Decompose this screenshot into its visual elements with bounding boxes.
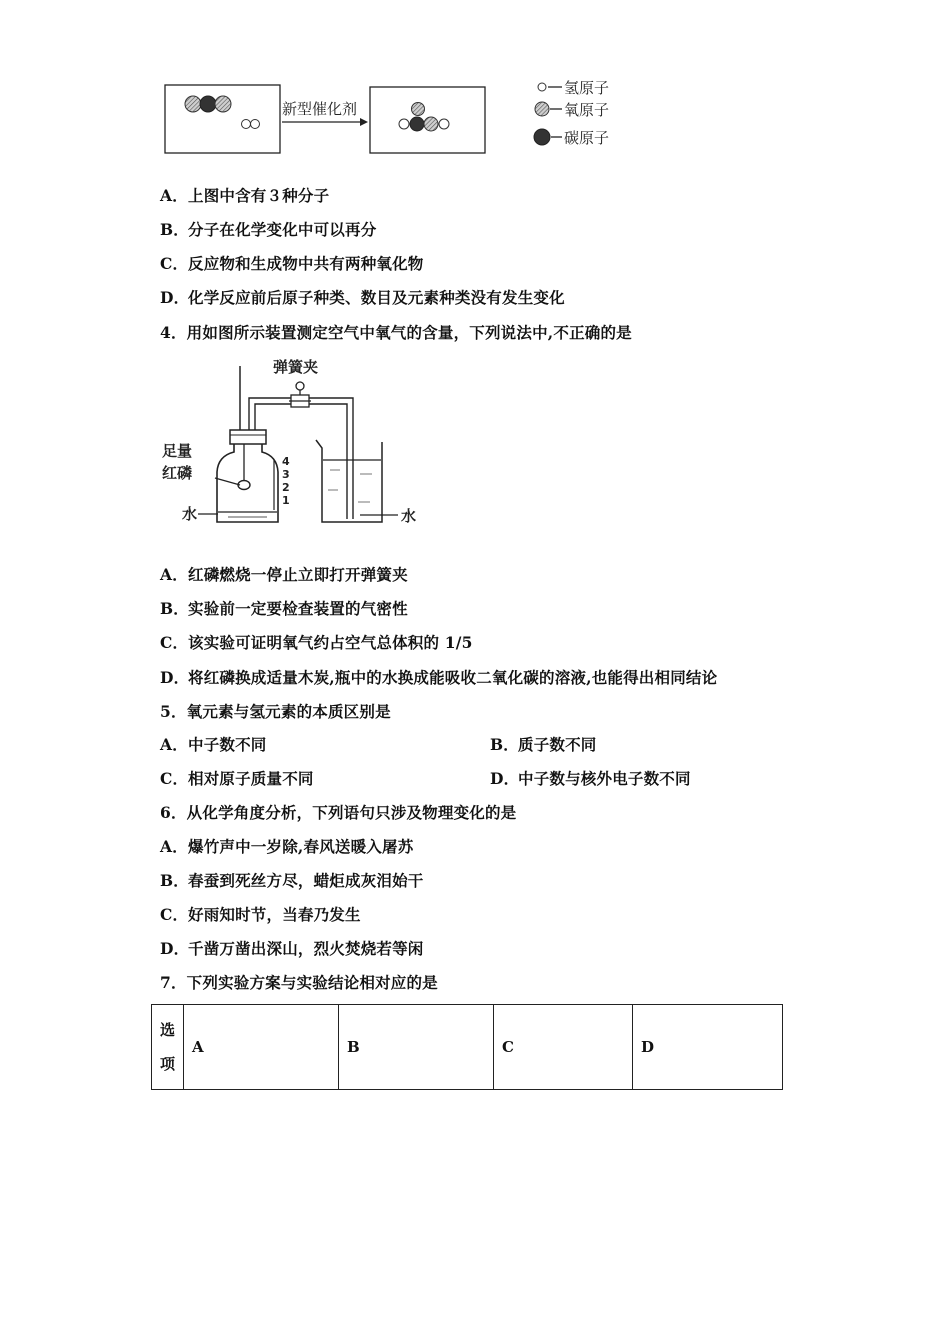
q5-option-d: D．中子数与核外电子数不同 xyxy=(490,769,691,788)
beaker xyxy=(316,440,382,522)
svg-text:3: 3 xyxy=(282,468,290,481)
legend-oxygen-label: 氧原子 xyxy=(564,101,610,119)
q7-stem: 7．下列实验方案与实验结论相对应的是 xyxy=(160,973,438,992)
q4-option-b: B．实验前一定要检查装置的气密性 xyxy=(160,599,408,618)
q5-stem: 5．氧元素与氢元素的本质区别是 xyxy=(160,702,391,721)
hydrogen-legend-icon xyxy=(538,83,546,91)
q4-option-c: C．该实验可证明氧气约占空气总体积的 1/5 xyxy=(160,633,473,652)
svg-text:4: 4 xyxy=(282,455,290,468)
q6-stem: 6．从化学角度分析，下列语句只涉及物理变化的是 xyxy=(160,803,517,822)
oxygen-atom xyxy=(424,117,438,131)
option-b-cell: B xyxy=(339,1005,494,1090)
option-header-cell: 选 项 xyxy=(152,1005,184,1090)
arrow-head-icon xyxy=(360,118,368,126)
oxygen-measurement-apparatus xyxy=(160,352,430,537)
q5-option-b: B．质子数不同 xyxy=(490,735,597,754)
connecting-tube xyxy=(249,398,353,519)
q4-stem: 4．用如图所示装置测定空气中氧气的含量，下列说法中,不正确的是 xyxy=(160,323,632,342)
q3-option-b: B．分子在化学变化中可以再分 xyxy=(160,220,377,239)
phosphorus-label-1: 足量 xyxy=(162,442,193,460)
q7-options-table xyxy=(151,1004,783,1090)
legend-carbon-label: 碳原子 xyxy=(564,129,610,147)
hydrogen-atom xyxy=(242,120,251,129)
table-row xyxy=(152,1005,783,1090)
hydrogen-atom xyxy=(439,119,449,129)
q5-option-c: C．相对原子质量不同 xyxy=(160,769,314,788)
q6-option-d: D．千凿万凿出深山，烈火焚烧若等闲 xyxy=(160,939,424,958)
q3-option-a: A．上图中含有３种分子 xyxy=(160,186,330,205)
option-d-cell: D xyxy=(633,1005,783,1090)
q6-option-b: B．春蚕到死丝方尽，蜡炬成灰泪始干 xyxy=(160,871,424,890)
q4-option-d: D．将红磷换成适量木炭,瓶中的水换成能吸收二氧化碳的溶液,也能得出相同结论 xyxy=(160,668,718,687)
legend-hydrogen-label: 氢原子 xyxy=(564,79,610,97)
water-label-right: 水 xyxy=(401,507,417,525)
q6-option-c: C．好雨知时节，当春乃发生 xyxy=(160,905,361,924)
water-label-left: 水 xyxy=(182,505,198,523)
phosphorus-label-2: 红磷 xyxy=(162,464,193,482)
q6-option-a: A．爆竹声中一岁除,春风送暖入屠苏 xyxy=(160,837,414,856)
q4-option-a: A．红磷燃烧一停止立即打开弹簧夹 xyxy=(160,565,408,584)
carbon-atom xyxy=(200,96,216,112)
q3-option-c: C．反应物和生成物中共有两种氧化物 xyxy=(160,254,424,273)
spring-clamp-icon xyxy=(289,382,311,407)
carbon-legend-icon xyxy=(534,129,550,145)
oxygen-atom xyxy=(215,96,231,112)
hydrogen-atom xyxy=(399,119,409,129)
clamp-label: 弹簧夹 xyxy=(273,358,319,376)
oxygen-atom xyxy=(412,103,425,116)
hydrogen-atom xyxy=(251,120,260,129)
reactant-box xyxy=(165,85,280,153)
catalyst-label: 新型催化剂 xyxy=(282,100,358,118)
option-c-cell: C xyxy=(494,1005,633,1090)
svg-text:2: 2 xyxy=(282,481,290,494)
carbon-atom xyxy=(185,96,201,112)
q5-option-a: A．中子数不同 xyxy=(160,735,267,754)
option-a-cell: A xyxy=(184,1005,339,1090)
svg-text:1: 1 xyxy=(282,494,290,507)
oxygen-legend-icon xyxy=(535,102,549,116)
carbon-atom xyxy=(410,117,424,131)
reaction-diagram xyxy=(160,72,640,162)
q3-option-d: D．化学反应前后原子种类、数目及元素种类没有发生变化 xyxy=(160,288,565,307)
